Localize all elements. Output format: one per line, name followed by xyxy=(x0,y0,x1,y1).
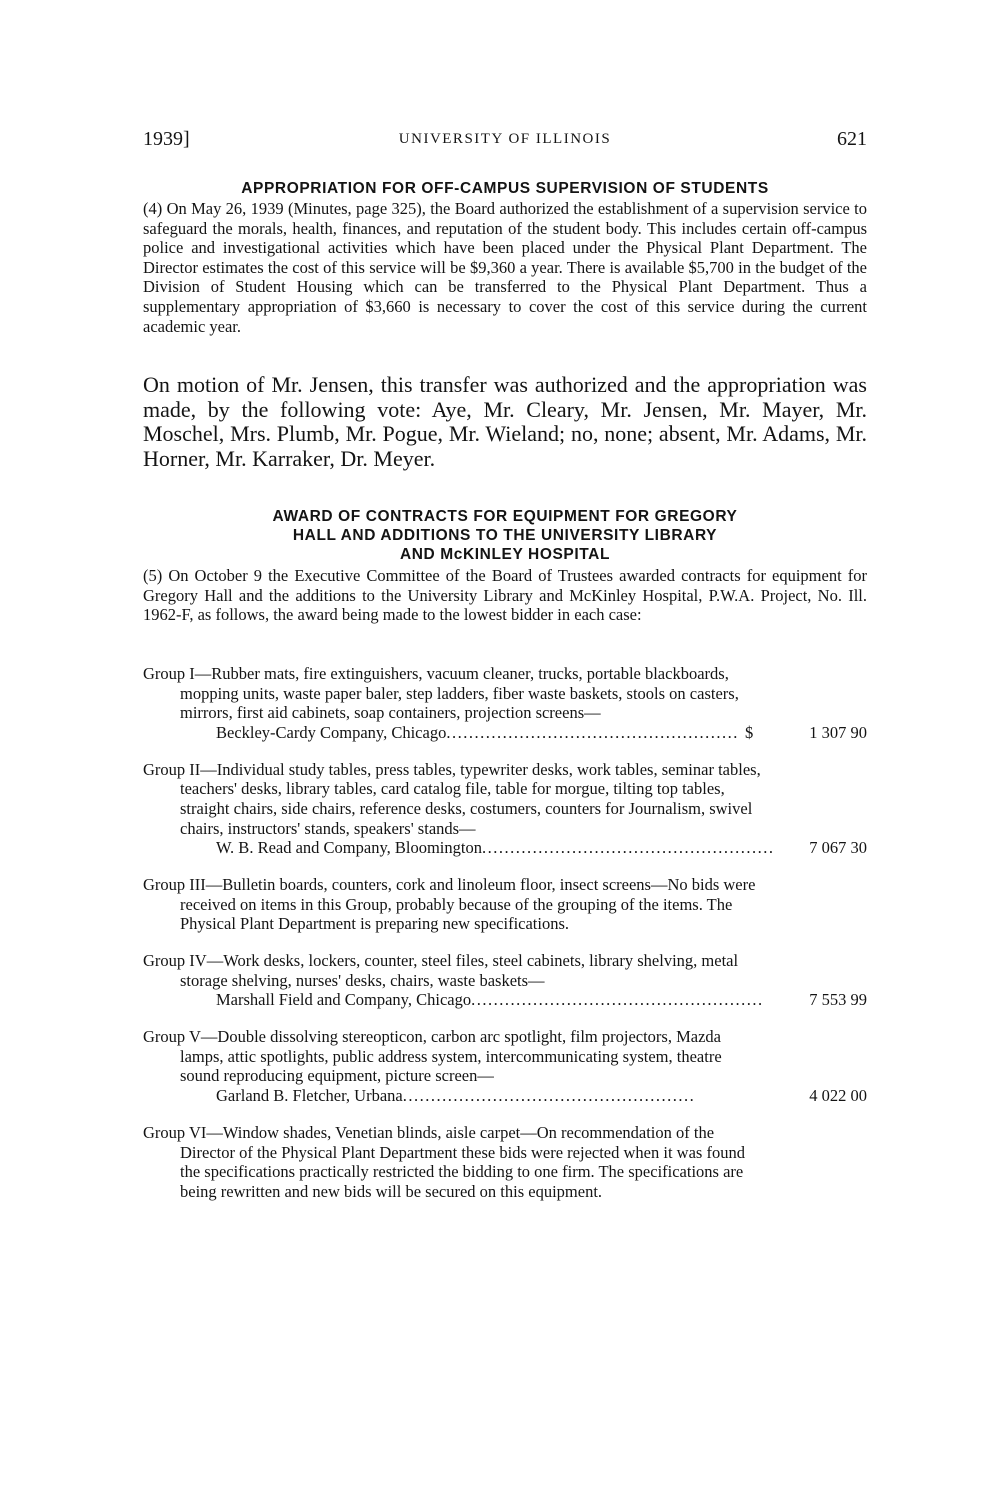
award-line xyxy=(143,723,867,743)
award-amount: 1 307 90 xyxy=(809,722,867,742)
vendor-name: Garland B. Fletcher, Urbana.................................................... xyxy=(216,1085,696,1105)
running-head-year: 1939] xyxy=(143,128,190,150)
award-amount: 4 022 00 xyxy=(809,1085,867,1105)
award-amount: 7 553 99 xyxy=(809,990,867,1010)
running-head-title: UNIVERSITY OF ILLINOIS xyxy=(398,131,612,147)
page-number: 621 xyxy=(837,128,867,150)
paragraph-5: (5) On October 9 the Executive Committee of the Board of Trustees awarded contracts for equipment for Gregory Hall and the additions to the University Library and McKinley Hospital, P.W.A. Project, No. Ill. 1962-F, as follows, the award being made to the lowest bidder in each case: xyxy=(143,566,867,625)
list-item xyxy=(143,664,867,743)
paragraph-4: (4) On May 26, 1939 (Minutes, page 325), the Board authorized the establishment of a supervision service to safeguard the morals, health, finances, and reputation of the student body. This includes certain off-campus police and investigational activities which have been placed under the Physical Plant Department. The Director estimates the cost of this service will be $9,360 a year. There is available $5,700 in the budget of the Division of Student Housing which can be transferred to the Physical Plant Department. Thus a supplementary appropriation of $3,660 is necessary to cover the cost of this service during the current academic year. xyxy=(143,199,867,336)
section-heading-award xyxy=(143,507,867,564)
list-item xyxy=(143,1027,867,1106)
group-description: Group II—Individual study tables, press tables, typewriter desks, work tables, seminar tables, teachers' desks, library tables, card catalog file, table for morgue, tilting top tables, straight chairs, side chairs, reference desks, costumers, counters for Journalism, swivel chairs, instructors' stands, speakers' stands— xyxy=(143,759,761,838)
group-description: Group III—Bulletin boards, counters, cork and linoleum floor, insect screens—No bids were received on items in this Group, probably because of the grouping of the items. The Physical Plant Department is preparing new specifications. xyxy=(143,875,756,934)
heading-line: AND McKINLEY HOSPITAL xyxy=(399,546,611,563)
group-description: Group V—Double dissolving stereopticon, carbon arc spotlight, film projectors, Mazda lamps, attic spotlights, public address system, intercommunicating system, theatre sound reproducing equipment, picture screen— xyxy=(143,1027,722,1086)
section-heading-appropriation: APPROPRIATION FOR OFF-CAMPUS SUPERVISION OF STUDENTS xyxy=(241,180,769,197)
running-head xyxy=(143,128,867,158)
award-line xyxy=(143,1086,867,1106)
list-item xyxy=(143,1123,867,1201)
vendor-name: W. B. Read and Company, Bloomington.................................................... xyxy=(216,838,775,858)
award-line xyxy=(143,838,867,858)
group-description: Group I—Rubber mats, fire extinguishers, vacuum cleaner, trucks, portable blackboards, mopping units, waste paper baler, step ladders, fiber waste baskets, stools on casters, mirrors, first aid cabinets, soap containers, projection screens— xyxy=(143,664,739,723)
group-description: Group VI—Window shades, Venetian blinds, aisle carpet—On recommendation of the Director of the Physical Plant Department these bids were rejected when it was found the specifications practically restricted the bidding to one firm. The specifications are being rewritten and new bids will be secured on this equipment. xyxy=(143,1122,745,1201)
award-line xyxy=(143,990,867,1010)
list-item xyxy=(143,760,867,858)
contract-groups-list xyxy=(143,664,867,1218)
vendor-name: Marshall Field and Company, Chicago.................................................... xyxy=(216,990,764,1010)
dollar-sign: $ xyxy=(745,722,754,742)
motion-paragraph: On motion of Mr. Jensen, this transfer was authorized and the appropriation was made, by the following vote: Aye, Mr. Cleary, Mr. Jensen, Mr. Mayer, Mr. Moschel, Mrs. Plumb, Mr. Pogue, Mr. Wieland; no, none; absent, Mr. Adams, Mr. Horner, Mr. Karraker, Dr. Meyer. xyxy=(143,372,867,471)
heading-line: AWARD OF CONTRACTS FOR EQUIPMENT FOR GREGORY xyxy=(272,508,738,525)
group-description: Group IV—Work desks, lockers, counter, steel files, steel cabinets, library shelving, metal storage shelving, nurses' desks, chairs, waste baskets— xyxy=(143,950,739,990)
heading-line: HALL AND ADDITIONS TO THE UNIVERSITY LIBRARY xyxy=(292,527,718,544)
list-item xyxy=(143,875,867,934)
vendor-name: Beckley-Cardy Company, Chicago.................................................... xyxy=(216,722,739,742)
list-item xyxy=(143,951,867,1010)
award-amount: 7 067 30 xyxy=(809,838,867,858)
